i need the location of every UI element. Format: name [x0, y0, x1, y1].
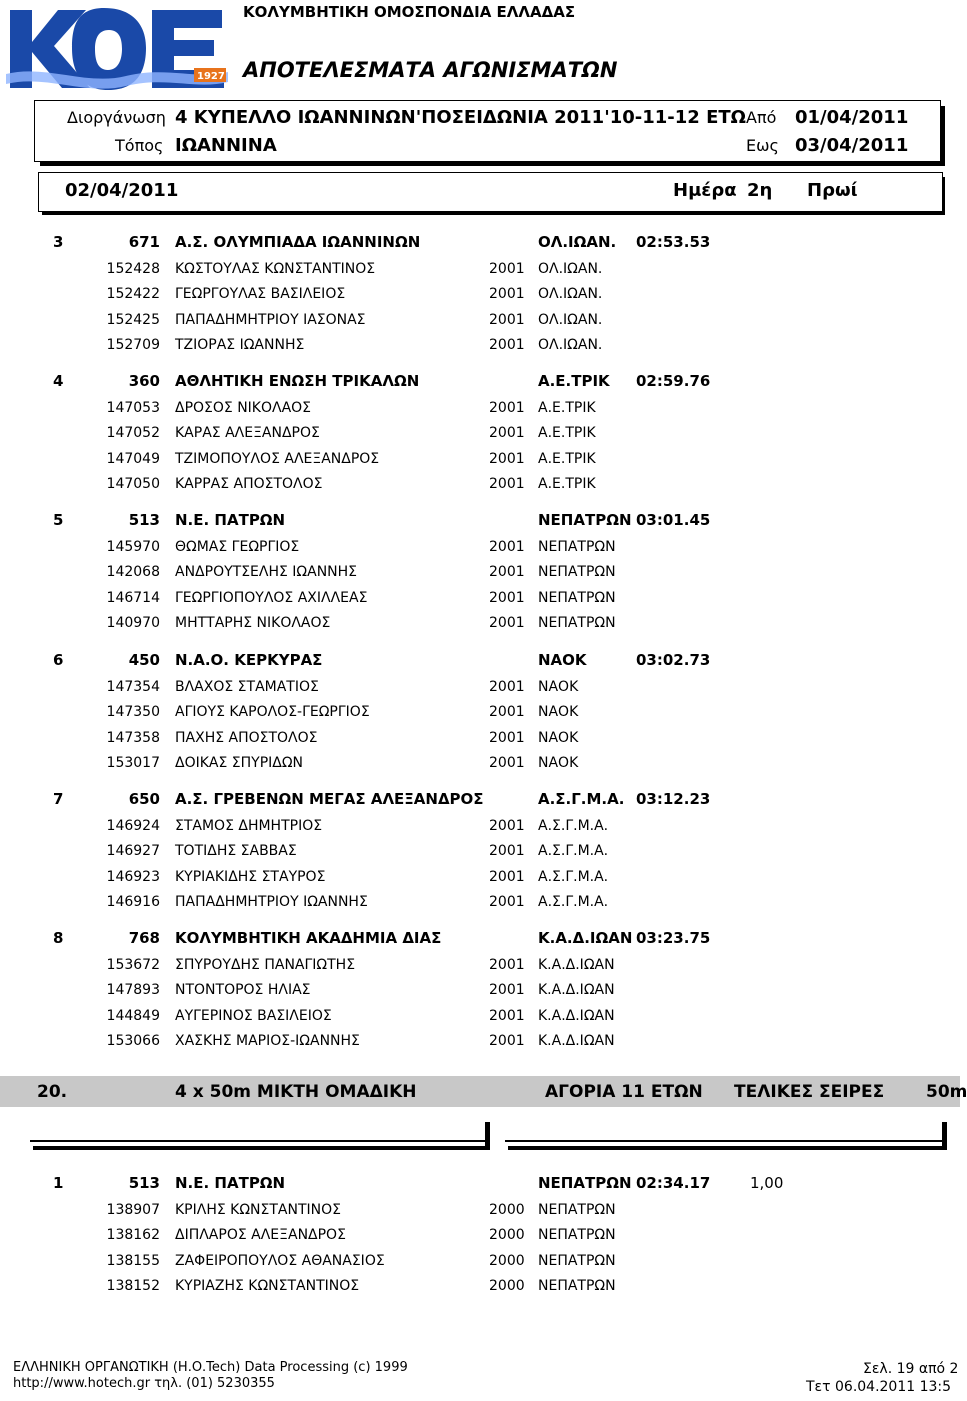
swimmer-id: 144849	[106, 1007, 160, 1024]
venue-value: ΙΩΑΝΝΙΝΑ	[175, 135, 277, 156]
swimmer-id: 138152	[106, 1277, 160, 1294]
swimmer-club: ΟΛ.ΙΩΑΝ.	[538, 261, 603, 277]
team-club: ΝΕΠΑΤΡΩΝ	[538, 1174, 632, 1192]
swimmer-row	[0, 1008, 960, 1033]
from-label: Από	[746, 108, 777, 127]
team-name: ΑΘΛΗΤΙΚΗ ΕΝΩΣΗ ΤΡΙΚΑΛΩΝ	[175, 372, 420, 390]
team-name: Α.Σ. ΟΛΥΜΠΙΑΔΑ ΙΩΑΝΝΙΝΩΝ	[175, 233, 421, 251]
swimmer-name: ΔΟΙΚΑΣ ΣΠΥΡΙΔΩΝ	[175, 754, 304, 771]
swimmer-year: 2001	[489, 893, 525, 910]
swimmer-row	[0, 894, 960, 919]
team-time: 03:23.75	[636, 929, 711, 947]
swimmer-name: ΓΕΩΡΓΙΟΠΟΥΛΟΣ ΑΧΙΛΛΕΑΣ	[175, 589, 368, 606]
swimmer-year: 2000	[489, 1277, 525, 1294]
divider-line-right	[505, 1140, 942, 1142]
swimmer-row	[0, 957, 960, 982]
swimmer-row	[0, 337, 960, 362]
swimmer-id: 147350	[106, 704, 160, 721]
swimmer-id: 152428	[106, 261, 160, 277]
venue-label: Τόπος	[115, 136, 164, 155]
team-rank: 8	[53, 929, 64, 947]
swimmer-name: ΣΤΑΜΟΣ ΔΗΜΗΤΡΙΟΣ	[175, 818, 323, 834]
swimmer-row	[0, 843, 960, 868]
swimmer-name: ΠΑΠΑΔΗΜΗΤΡΙΟΥ ΙΩΑΝΝΗΣ	[175, 893, 368, 910]
team-rank: 4	[53, 372, 64, 390]
divider-line	[30, 1140, 485, 1142]
team-row	[0, 790, 960, 815]
swimmer-year: 2001	[489, 261, 525, 277]
swimmer-id: 147049	[106, 450, 160, 467]
swimmer-year: 2001	[489, 614, 525, 631]
swimmer-year: 2001	[489, 1007, 525, 1024]
team-row	[0, 651, 960, 676]
swimmer-id: 147050	[106, 475, 160, 492]
swimmer-row	[0, 261, 960, 286]
swimmer-club: Α.Σ.Γ.Μ.Α.	[538, 818, 609, 834]
team-club: Α.Σ.Γ.Μ.Α.	[538, 790, 625, 808]
swimmer-id: 142068	[106, 564, 160, 581]
swimmer-club: Α.Σ.Γ.Μ.Α.	[538, 868, 609, 885]
session-box	[38, 172, 943, 212]
swimmer-year: 2001	[489, 957, 525, 973]
swimmer-id: 138907	[106, 1202, 160, 1218]
team-rank: 5	[53, 511, 64, 529]
team-club: ΟΛ.ΙΩΑΝ.	[538, 233, 617, 251]
team-number: 650	[128, 790, 160, 808]
swimmer-id: 147358	[106, 729, 160, 746]
team-name: Ν.Ε. ΠΑΤΡΩΝ	[175, 511, 286, 529]
swimmer-row	[0, 869, 960, 894]
footer-credits	[13, 1360, 408, 1392]
swimmer-year: 2001	[489, 539, 525, 555]
team-time: 02:59.76	[636, 372, 711, 390]
swimmer-year: 2001	[489, 679, 525, 695]
team-row	[0, 372, 960, 397]
swimmer-row	[0, 1033, 960, 1058]
to-date: 03/04/2011	[795, 135, 909, 156]
swimmer-club: Α.Σ.Γ.Μ.Α.	[538, 843, 609, 860]
swimmer-row	[0, 539, 960, 564]
swimmer-year: 2001	[489, 400, 525, 416]
swimmer-id: 147893	[106, 982, 160, 999]
swimmer-club: ΟΛ.ΙΩΑΝ.	[538, 286, 603, 303]
swimmer-id: 147354	[106, 679, 160, 695]
swimmer-year: 2001	[489, 311, 525, 328]
team-number: 768	[128, 929, 160, 947]
swimmer-id: 146923	[106, 868, 160, 885]
swimmer-name: ΚΥΡΙΑΖΗΣ ΚΩΝΣΤΑΝΤΙΝΟΣ	[175, 1277, 360, 1294]
swimmer-club: ΝΑΟΚ	[538, 754, 579, 771]
swimmer-club: Α.Ε.ΤΡΙΚ	[538, 425, 596, 442]
swimmer-year: 2001	[489, 982, 525, 999]
swimmer-club: Κ.Α.Δ.ΙΩΑΝ	[538, 982, 615, 999]
swimmer-row	[0, 755, 960, 780]
swimmer-year: 2001	[489, 564, 525, 581]
footer-page-info	[806, 1360, 958, 1396]
swimmer-row	[0, 425, 960, 450]
swimmer-year: 2000	[489, 1202, 525, 1218]
swimmer-id: 138162	[106, 1227, 160, 1244]
swimmer-name: ΧΑΣΚΗΣ ΜΑΡΙΟΣ-ΙΩΑΝΝΗΣ	[175, 1032, 360, 1049]
footer-line1: ΕΛΛΗΝΙΚΗ ΟΡΓΑΝΩΤΙΚΗ (Η.Ο.Tech) Data Processing (c) 1999	[13, 1360, 408, 1375]
swimmer-row	[0, 818, 960, 843]
swimmer-club: ΟΛ.ΙΩΑΝ.	[538, 336, 603, 353]
swimmer-year: 2001	[489, 1032, 525, 1049]
swimmer-row	[0, 564, 960, 589]
swimmer-club: ΟΛ.ΙΩΑΝ.	[538, 311, 603, 328]
team-name: ΚΟΛΥΜΒΗΤΙΚΗ ΑΚΑΔΗΜΙΑ ΔΙΑΣ	[175, 929, 442, 947]
team-time: 03:02.73	[636, 651, 711, 669]
swimmer-club: Α.Ε.ΤΡΙΚ	[538, 450, 596, 467]
team-club: Α.Ε.ΤΡΙΚ	[538, 372, 610, 390]
swimmer-name: ΓΕΩΡΓΟΥΛΑΣ ΒΑΣΙΛΕΙΟΣ	[175, 286, 346, 303]
swimmer-club: ΝΕΠΑΤΡΩΝ	[538, 1202, 616, 1218]
divider-shadow-right-bottom	[508, 1146, 947, 1150]
swimmer-id: 146916	[106, 893, 160, 910]
swimmer-id: 146927	[106, 843, 160, 860]
swimmer-year: 2000	[489, 1227, 525, 1244]
swimmer-id: 152709	[106, 336, 160, 353]
day-value: 2η	[747, 180, 773, 201]
swimmer-name: ΖΑΦΕΙΡΟΠΟΥΛΟΣ ΑΘΑΝΑΣΙΟΣ	[175, 1252, 385, 1269]
logo-year: 1927	[197, 71, 225, 82]
swimmer-year: 2001	[489, 450, 525, 467]
swimmer-id: 138155	[106, 1252, 160, 1269]
swimmer-club: ΝΑΟΚ	[538, 704, 579, 721]
swimmer-row	[0, 679, 960, 704]
team-row	[0, 511, 960, 536]
event-number: 20.	[37, 1082, 68, 1102]
swimmer-id: 146714	[106, 589, 160, 606]
swimmer-id: 147052	[106, 425, 160, 442]
page-number: Σελ. 19 από 2	[863, 1361, 959, 1377]
swimmer-name: ΠΑΧΗΣ ΑΠΟΣΤΟΛΟΣ	[175, 729, 318, 746]
document-title: ΑΠΟΤΕΛΕΣΜΑΤΑ ΑΓΩΝΙΣΜΑΤΩΝ	[243, 58, 618, 82]
swimmer-name: ΚΑΡΡΑΣ ΑΠΟΣΤΟΛΟΣ	[175, 475, 323, 492]
swimmer-id: 152422	[106, 286, 160, 303]
swimmer-club: Κ.Α.Δ.ΙΩΑΝ	[538, 1032, 615, 1049]
swimmer-name: ΔΙΠΛΑΡΟΣ ΑΛΕΞΑΝΔΡΟΣ	[175, 1227, 346, 1244]
event-header-bar	[0, 1076, 967, 1107]
koe-logo	[6, 2, 228, 94]
swimmer-id: 145970	[106, 539, 160, 555]
swimmer-name: ΔΡΟΣΟΣ ΝΙΚΟΛΑΟΣ	[175, 400, 312, 416]
event-name: 4 x 50m ΜΙΚΤΗ ΟΜΑΔΙΚΗ	[175, 1082, 417, 1102]
swimmer-name: ΠΑΠΑΔΗΜΗΤΡΙΟΥ ΙΑΣΟΝΑΣ	[175, 311, 366, 328]
swimmer-year: 2001	[489, 729, 525, 746]
team-number: 513	[128, 511, 160, 529]
swimmer-year: 2001	[489, 286, 525, 303]
session-date: 02/04/2011	[65, 180, 179, 201]
swimmer-year: 2001	[489, 336, 525, 353]
team-row	[0, 929, 960, 954]
team-time: 03:01.45	[636, 511, 711, 529]
to-label: Εως	[746, 136, 779, 155]
swimmer-name: ΤΟΤΙΔΗΣ ΣΑΒΒΑΣ	[175, 843, 297, 860]
swimmer-name: ΑΝΔΡΟΥΤΣΕΛΗΣ ΙΩΑΝΝΗΣ	[175, 564, 358, 581]
swimmer-id: 153017	[106, 754, 160, 771]
swimmer-row	[0, 1202, 960, 1227]
swimmer-club: Α.Σ.Γ.Μ.Α.	[538, 893, 609, 910]
organizer-value: 4 ΚΥΠΕΛΛΟ ΙΩΑΝΝΙΝΩΝ'ΠΟΣΕΙΔΩΝΙΑ 2011'10-11-12 ΕΤΩ	[175, 107, 746, 128]
swimmer-id: 152425	[106, 311, 160, 328]
swimmer-name: ΤΖΙΜΟΠΟΥΛΟΣ ΑΛΕΞΑΝΔΡΟΣ	[175, 450, 380, 467]
event-pool: 50m	[926, 1082, 967, 1102]
organizer-label: Διοργάνωση	[67, 108, 166, 127]
team-time: 02:34.17	[636, 1174, 711, 1192]
swimmer-year: 2001	[489, 818, 525, 834]
event-category: ΑΓΟΡΙΑ 11 ΕΤΩΝ	[545, 1082, 703, 1102]
swimmer-year: 2001	[489, 475, 525, 492]
team-points: 1,00	[750, 1174, 784, 1192]
team-rank: 3	[53, 233, 64, 251]
swimmer-name: ΤΖΙΟΡΑΣ ΙΩΑΝΝΗΣ	[175, 336, 305, 353]
swimmer-club: Κ.Α.Δ.ΙΩΑΝ	[538, 1007, 615, 1024]
swimmer-year: 2001	[489, 754, 525, 771]
team-time: 03:12.23	[636, 790, 711, 808]
meet-info-box	[34, 100, 941, 162]
federation-name: ΚΟΛΥΜΒΗΤΙΚΗ ΟΜΟΣΠΟΝΔΙΑ ΕΛΛΑΔΑΣ	[243, 3, 576, 21]
swimmer-club: ΝΑΟΚ	[538, 679, 579, 695]
swimmer-club: Κ.Α.Δ.ΙΩΑΝ	[538, 957, 615, 973]
swimmer-year: 2001	[489, 704, 525, 721]
swimmer-club: ΝΕΠΑΤΡΩΝ	[538, 1227, 616, 1244]
swimmer-year: 2001	[489, 868, 525, 885]
swimmer-id: 140970	[106, 614, 160, 631]
swimmer-club: ΝΑΟΚ	[538, 729, 579, 746]
swimmer-club: ΝΕΠΑΤΡΩΝ	[538, 564, 616, 581]
swimmer-club: Α.Ε.ΤΡΙΚ	[538, 400, 596, 416]
team-club: Κ.Α.Δ.ΙΩΑΝ	[538, 929, 633, 947]
swimmer-row	[0, 312, 960, 337]
swimmer-row	[0, 476, 960, 501]
team-rank: 1	[53, 1174, 64, 1192]
swimmer-id: 146924	[106, 818, 160, 834]
swimmer-id: 153066	[106, 1032, 160, 1049]
team-number: 450	[128, 651, 160, 669]
footer-line2: http://www.hotech.gr τηλ. (01) 5230355	[13, 1376, 275, 1391]
swimmer-row	[0, 590, 960, 615]
team-name: Ν.Ε. ΠΑΤΡΩΝ	[175, 1174, 286, 1192]
session-part: Πρωί	[807, 180, 858, 201]
swimmer-name: ΣΠΥΡΟΥΔΗΣ ΠΑΝΑΓΙΩΤΗΣ	[175, 957, 356, 973]
swimmer-row	[0, 1253, 960, 1278]
team-row	[0, 1174, 960, 1199]
team-time: 02:53.53	[636, 233, 711, 251]
swimmer-club: ΝΕΠΑΤΡΩΝ	[538, 589, 616, 606]
from-date: 01/04/2011	[795, 107, 909, 128]
swimmer-row	[0, 451, 960, 476]
swimmer-name: ΝΤΟΝΤΟΡΟΣ ΗΛΙΑΣ	[175, 982, 311, 999]
swimmer-name: ΘΩΜΑΣ ΓΕΩΡΓΙΟΣ	[175, 539, 300, 555]
team-number: 671	[128, 233, 160, 251]
swimmer-club: ΝΕΠΑΤΡΩΝ	[538, 1277, 616, 1294]
swimmer-id: 153672	[106, 957, 160, 973]
printed-timestamp: Τετ 06.04.2011 13:5	[806, 1379, 952, 1395]
swimmer-row	[0, 1278, 960, 1303]
event-stage: ΤΕΛΙΚΕΣ ΣΕΙΡΕΣ	[734, 1082, 885, 1102]
team-name: Α.Σ. ΓΡΕΒΕΝΩΝ ΜΕΓΑΣ ΑΛΕΞΑΝΔΡΟΣ	[175, 790, 484, 808]
swimmer-name: ΚΩΣΤΟΥΛΑΣ ΚΩΝΣΤΑΝΤΙΝΟΣ	[175, 261, 376, 277]
swimmer-club: ΝΕΠΑΤΡΩΝ	[538, 1252, 616, 1269]
team-name: Ν.Α.Ο. ΚΕΡΚΥΡΑΣ	[175, 651, 323, 669]
swimmer-row	[0, 400, 960, 425]
team-club: ΝΕΠΑΤΡΩΝ	[538, 511, 632, 529]
swimmer-name: ΒΛΑΧΟΣ ΣΤΑΜΑΤΙΟΣ	[175, 679, 319, 695]
swimmer-row	[0, 1227, 960, 1252]
swimmer-row	[0, 286, 960, 311]
swimmer-year: 2001	[489, 589, 525, 606]
swimmer-id: 147053	[106, 400, 160, 416]
team-row	[0, 233, 960, 258]
swimmer-year: 2001	[489, 425, 525, 442]
swimmer-name: ΚΡΙΛΗΣ ΚΩΝΣΤΑΝΤΙΝΟΣ	[175, 1202, 341, 1218]
swimmer-row	[0, 730, 960, 755]
day-label: Ημέρα	[673, 180, 737, 201]
swimmer-row	[0, 704, 960, 729]
swimmer-name: ΑΓΙΟΥΣ ΚΑΡΟΛΟΣ-ΓΕΩΡΓΙΟΣ	[175, 704, 370, 721]
swimmer-year: 2000	[489, 1252, 525, 1269]
swimmer-club: ΝΕΠΑΤΡΩΝ	[538, 614, 616, 631]
divider-shadow-bottom	[33, 1146, 490, 1150]
team-number: 360	[128, 372, 160, 390]
swimmer-year: 2001	[489, 843, 525, 860]
team-rank: 7	[53, 790, 64, 808]
swimmer-name: ΑΥΓΕΡΙΝΟΣ ΒΑΣΙΛΕΙΟΣ	[175, 1007, 332, 1024]
team-club: ΝΑΟΚ	[538, 651, 587, 669]
swimmer-name: ΜΗΤΤΑΡΗΣ ΝΙΚΟΛΑΟΣ	[175, 614, 331, 631]
swimmer-row	[0, 982, 960, 1007]
team-number: 513	[128, 1174, 160, 1192]
team-rank: 6	[53, 651, 64, 669]
swimmer-name: ΚΥΡΙΑΚΙΔΗΣ ΣΤΑΥΡΟΣ	[175, 868, 326, 885]
swimmer-row	[0, 615, 960, 640]
swimmer-club: Α.Ε.ΤΡΙΚ	[538, 475, 596, 492]
swimmer-club: ΝΕΠΑΤΡΩΝ	[538, 539, 616, 555]
swimmer-name: ΚΑΡΑΣ ΑΛΕΞΑΝΔΡΟΣ	[175, 425, 320, 442]
